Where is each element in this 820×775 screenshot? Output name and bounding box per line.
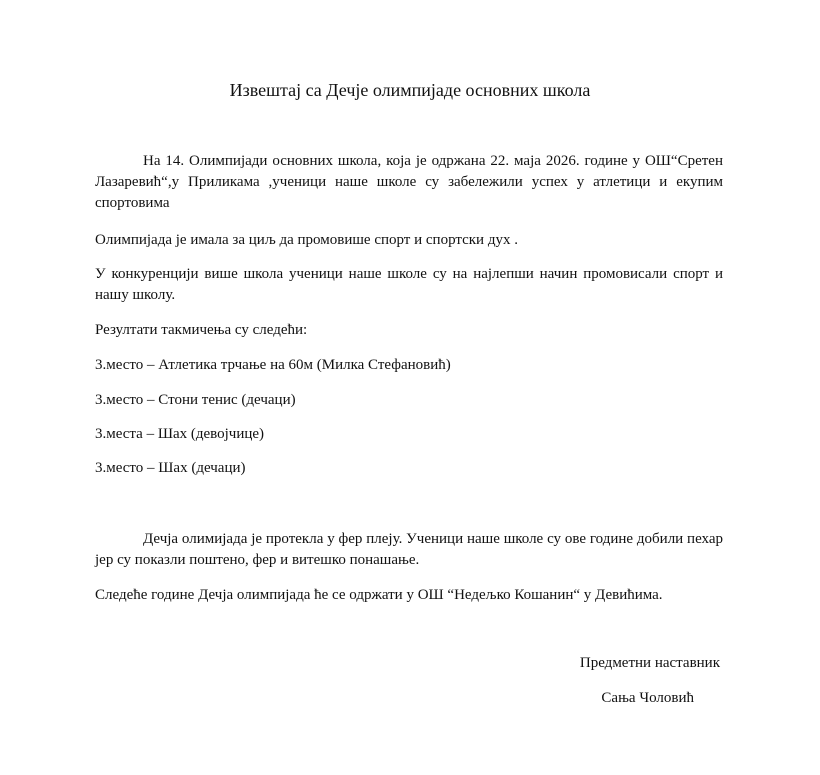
competition-paragraph: У конкуренцији више школа ученици наше школе су на најлепши начин промовисали спорт и нашу школу. <box>95 266 723 303</box>
fairplay-paragraph: Дечја олимијада је протекла у фер плеју. Ученици наше школе су ове године добили пехар јер су показли поштено, фер и витешко понашање. <box>95 531 723 568</box>
signature-name: Сања Чоловић <box>601 690 694 706</box>
document-title: Извештај са Дечје олимпијаде основних школа <box>229 80 591 100</box>
result-item: 3.места – Шах (девојчице) <box>95 426 265 442</box>
result-item: 3.место – Шах (дечаци) <box>95 460 246 476</box>
next-year-paragraph: Следеће године Дечја олимпијада ће се одржати у ОШ “Недељко Кошанин“ у Девићима. <box>95 587 663 603</box>
goal-paragraph: Олимпијада је имала за циљ да промовише спорт и спортски дух . <box>95 232 518 248</box>
result-item: 3.место – Стони тенис (дечаци) <box>95 392 296 408</box>
signature-role: Предметни наставник <box>579 655 720 671</box>
result-item: 3.место – Атлетика трчање на 60м (Милка Стефановић) <box>95 357 451 373</box>
results-intro: Резултати такмичења су следећи: <box>95 322 308 338</box>
intro-paragraph: На 14. Олимпијади основних школа, која је одржана 22. маја 2026. године у ОШ“Сретен Лазаревић“,у Приликама ,ученици наше школе су забележили успех у атлетици и екупим спортовима <box>95 153 723 211</box>
